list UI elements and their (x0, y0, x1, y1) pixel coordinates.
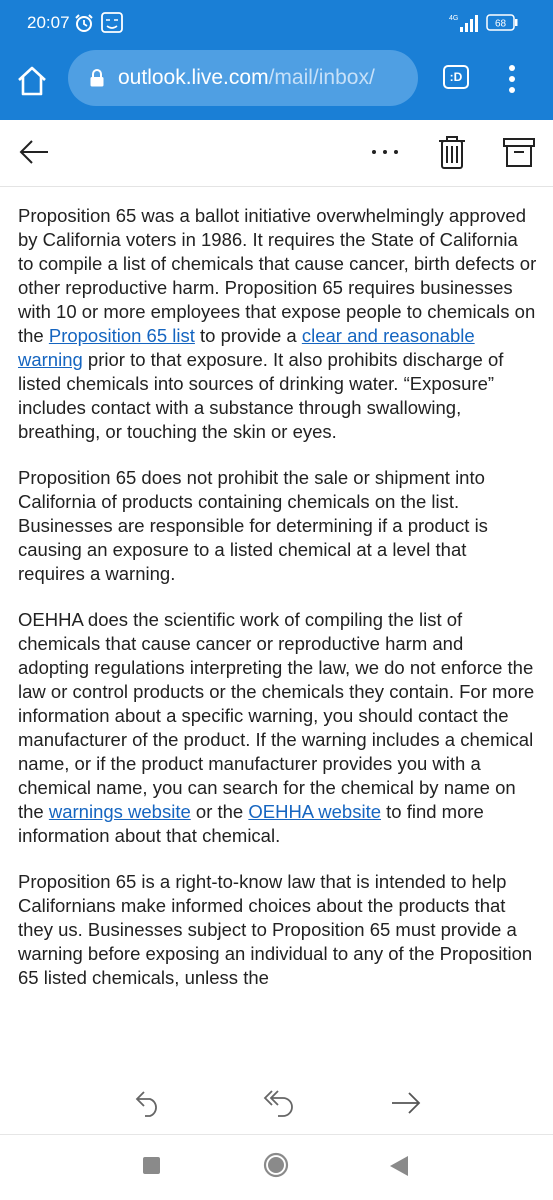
reply-bar (0, 1066, 553, 1134)
reply-all-icon[interactable] (262, 1086, 296, 1120)
more-icon[interactable] (368, 137, 402, 167)
email-paragraph-2: Proposition 65 does not prohibit the sale or shipment into California of products containing chemicals on the list. Businesses are responsible for determining if a product is causing an exposure to a listed chemical at a level that requires a warning. (18, 467, 488, 584)
recents-square-icon[interactable] (143, 1157, 160, 1174)
email-text: or the (190, 801, 249, 822)
battery-level: 68 (494, 18, 507, 30)
toolbar-divider (0, 186, 553, 187)
app-notification-icon (101, 12, 123, 33)
back-triangle-icon[interactable] (389, 1155, 409, 1177)
back-arrow-icon[interactable] (18, 136, 50, 168)
email-paragraph-1 (18, 204, 538, 444)
status-time: 20:07 (27, 13, 70, 32)
email-text: OEHHA does the scientific work of compiling the list of chemicals that cause cancer or reproductive harm and adopting regulations interpreting the law, we do not enforce the law or control products or the chemicals they contain. For more information about a specific warning, you should contact the manufacturer of the product. If the warning includes a chemical name, or if the product manufacturer provides you with a chemical name, you can search for the chemical by name on the (18, 609, 535, 822)
trash-icon[interactable] (437, 134, 467, 170)
network-type: 4G (449, 15, 459, 22)
url-host: outlook.live.com (118, 66, 269, 89)
lock-icon (90, 69, 104, 87)
email-text: Proposition 65 was a ballot initiative overwhelmingly approved by California voters in 1986. It requires the State of California to compile a list of chemicals that cause cancer, birth defects or other reproductive harm. Proposition 65 requires businesses with 10 or more employees that expose people to chemicals on the (18, 205, 537, 346)
email-paragraph-4: Proposition 65 is a right-to-know law that is intended to help Californians make informed choices about the products that they us. Businesses subject to Proposition 65 must provide a warning before exposing an individual to any of the Proposition 65 listed chemicals, unless the (18, 871, 533, 988)
prop65-list-link[interactable]: Proposition 65 list (48, 325, 195, 346)
battery-icon (486, 14, 518, 31)
warnings-website-link[interactable]: warnings website (48, 801, 191, 822)
alarm-icon (74, 13, 94, 33)
home-circle-icon[interactable] (263, 1152, 289, 1178)
email-text: to find more information about that chemical. (18, 801, 484, 846)
email-paragraph-3 (18, 608, 538, 848)
home-icon[interactable] (15, 64, 49, 98)
more-vert-icon[interactable] (506, 64, 518, 94)
email-text: prior to that exposure. It also prohibits discharge of listed chemicals into sources of drinking water. “Exposure” includes contact with a substance through swallowing, breathing, or touching the skin or eyes. (18, 349, 504, 442)
url-text[interactable] (118, 66, 414, 90)
status-bar (0, 0, 553, 46)
tabs-button[interactable]: :D (443, 65, 469, 89)
oehha-website-link[interactable]: OEHHA website (248, 801, 381, 822)
address-bar[interactable] (68, 50, 418, 106)
archive-icon[interactable] (502, 136, 536, 168)
email-text: to provide a (194, 325, 302, 346)
reply-icon[interactable] (133, 1088, 163, 1118)
email-body (18, 204, 538, 1064)
clear-reasonable-warning-link[interactable]: clear and reasonable warning (18, 325, 475, 370)
browser-url-row (0, 46, 553, 120)
forward-icon[interactable] (390, 1088, 422, 1118)
system-navigation-bar (0, 1135, 553, 1200)
url-path: /mail/inbox/ (268, 66, 375, 89)
mail-toolbar (0, 120, 553, 186)
signal-icon (446, 12, 480, 34)
